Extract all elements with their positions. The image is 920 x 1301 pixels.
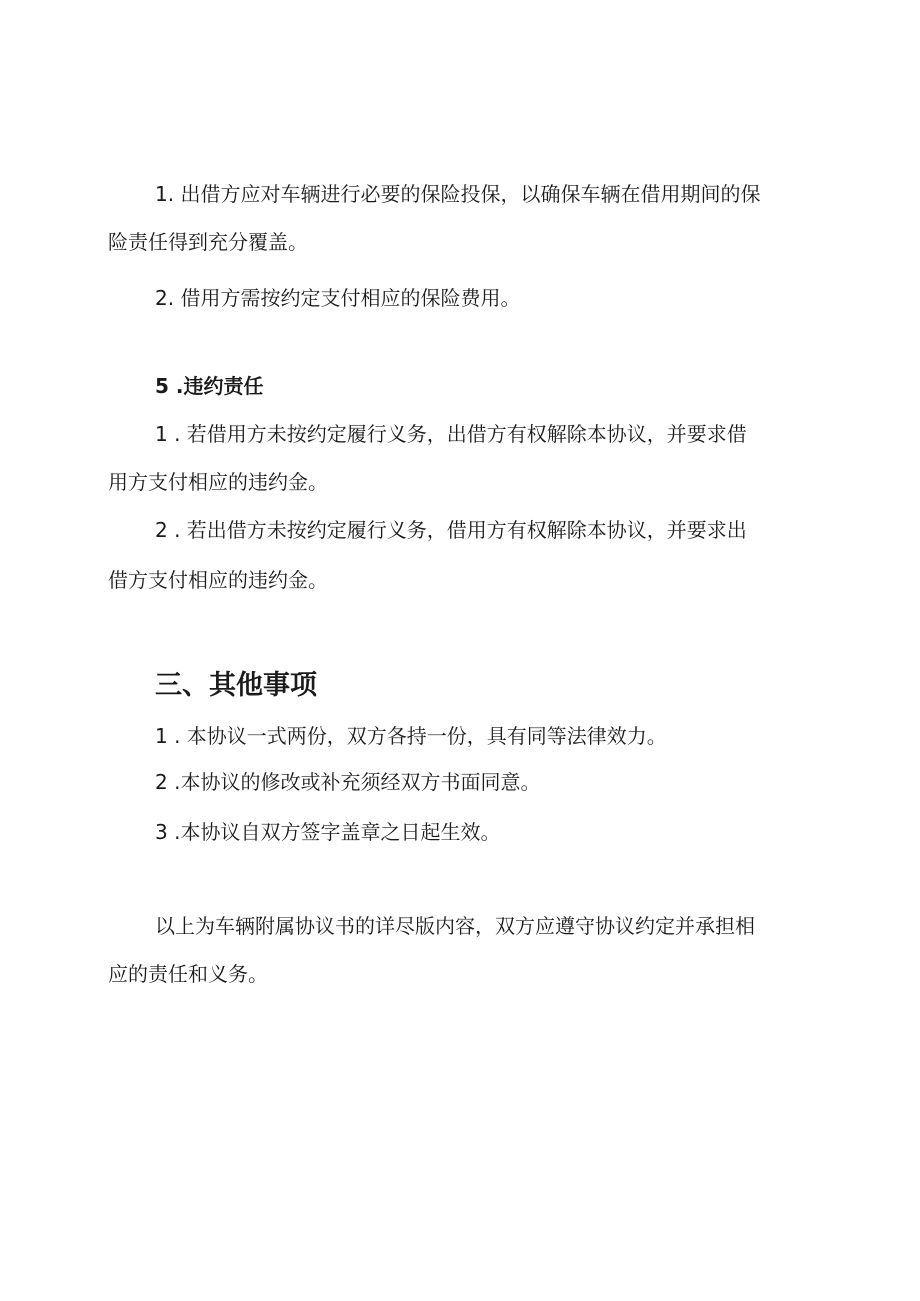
- insurance-item-2: 2. 借用方需按约定支付相应的保险费用。: [155, 286, 521, 310]
- breach-item-2-line-2: 借方支付相应的违约金。: [108, 568, 328, 592]
- breach-item-2-line-1: 2 . 若出借方未按约定履行义务，借用方有权解除本协议，并要求出: [155, 518, 747, 542]
- insurance-item-1-line-1: 1. 出借方应对车辆进行必要的保险投保，以确保车辆在借用期间的保: [155, 182, 761, 206]
- breach-item-1-line-2: 用方支付相应的违约金。: [108, 470, 328, 494]
- other-item-2: 2 .本协议的修改或补充须经双方书面同意。: [155, 770, 541, 794]
- insurance-item-1-line-2: 险责任得到充分覆盖。: [108, 230, 308, 254]
- breach-section-title: 5 .违约责任: [155, 374, 264, 398]
- conclusion-line-1: 以上为车辆附属协议书的详尽版内容，双方应遵守协议约定并承担相: [155, 914, 755, 938]
- other-item-1: 1 . 本协议一式两份，双方各持一份，具有同等法律效力。: [155, 724, 667, 748]
- other-matters-heading: 三、其他事项: [155, 670, 317, 701]
- breach-item-1-line-1: 1 . 若借用方未按约定履行义务，出借方有权解除本协议，并要求借: [155, 422, 747, 446]
- conclusion-line-2: 应的责任和义务。: [108, 962, 268, 986]
- other-item-3: 3 .本协议自双方签字盖章之日起生效。: [155, 820, 501, 844]
